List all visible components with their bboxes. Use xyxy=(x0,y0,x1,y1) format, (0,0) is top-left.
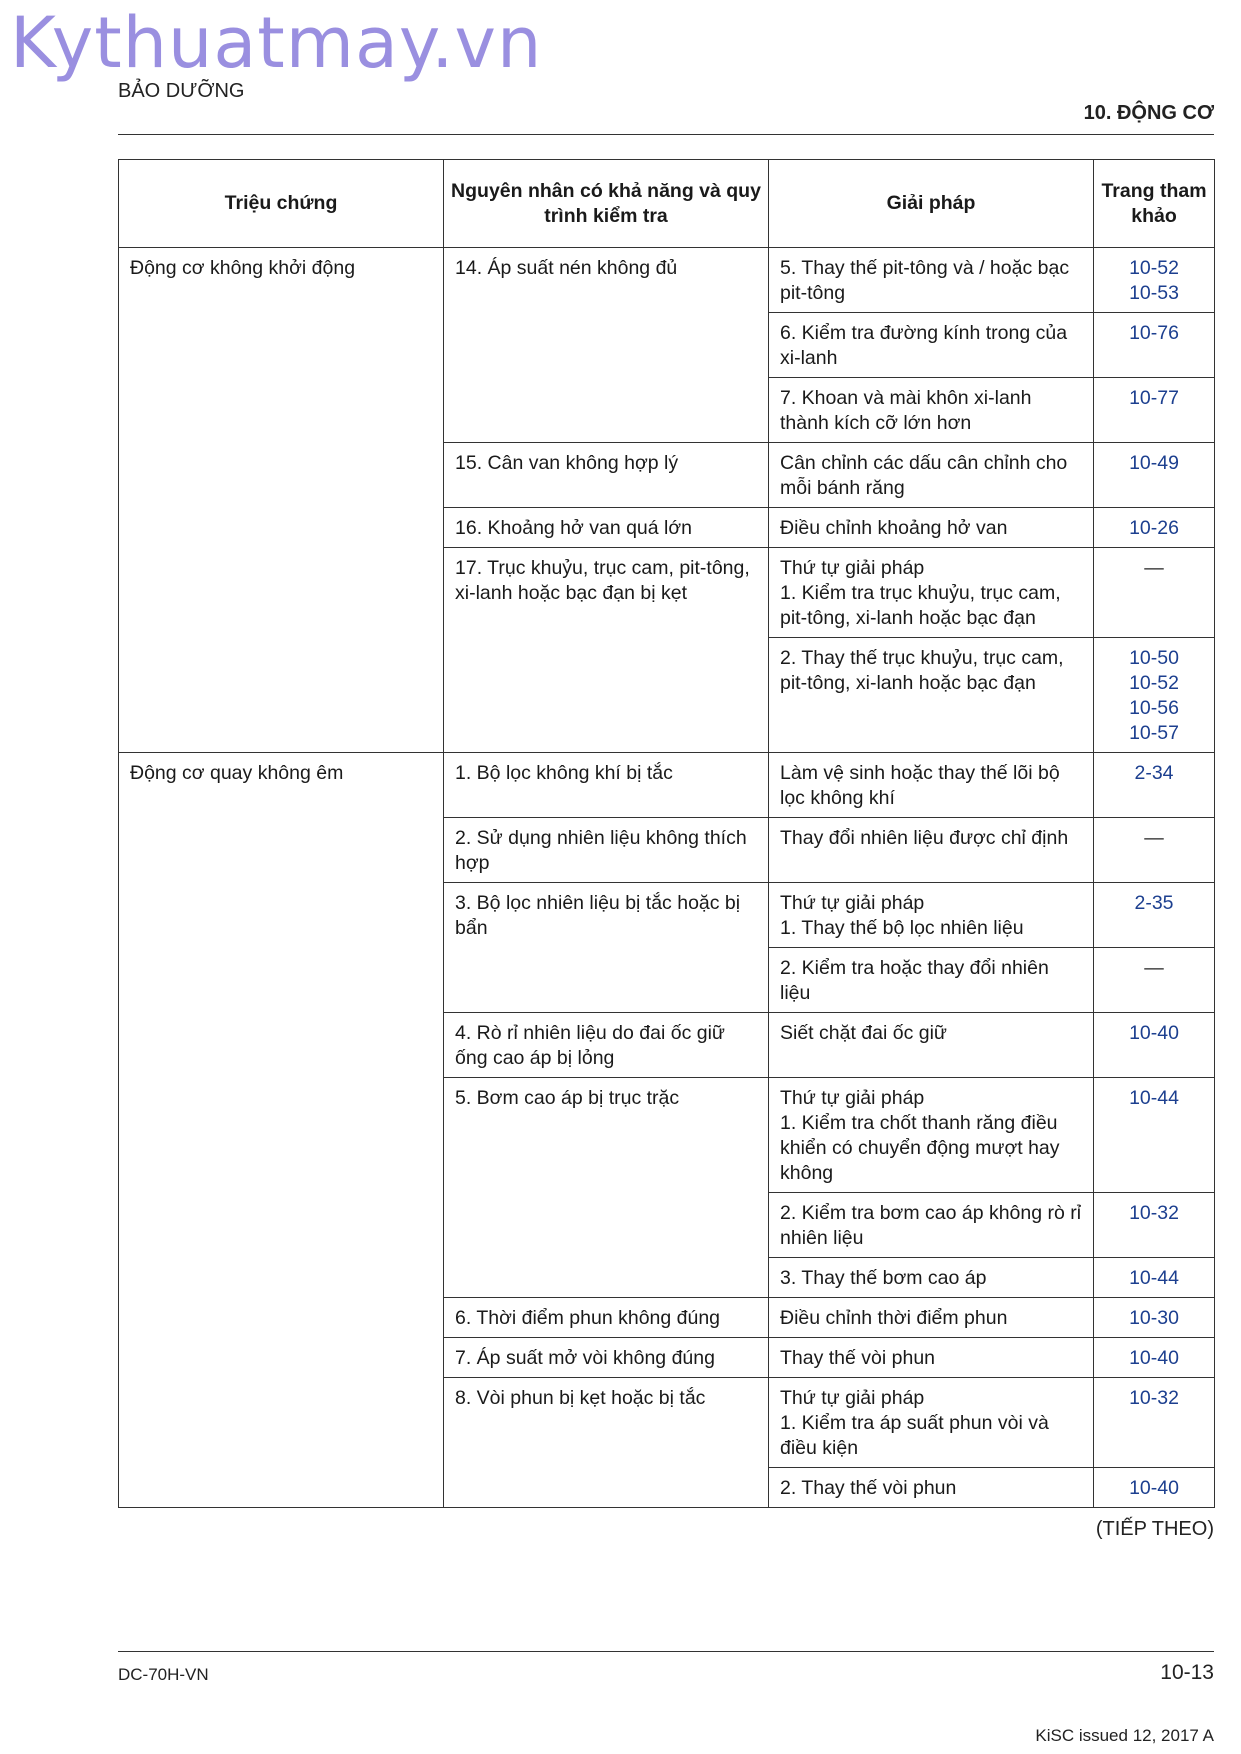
solution-cell: Thay đổi nhiên liệu được chỉ định xyxy=(769,818,1094,883)
ref-cell: 10-32 xyxy=(1094,1193,1215,1258)
table-header-row xyxy=(119,160,1215,248)
table-row xyxy=(119,753,1215,818)
ref-cell: 10-50 10-52 10-56 10-57 xyxy=(1094,638,1215,753)
ref-cell: 10-40 xyxy=(1094,1338,1215,1378)
ref-cell: 2-34 xyxy=(1094,753,1215,818)
table-row xyxy=(119,248,1215,313)
ref-cell: — xyxy=(1094,548,1215,638)
ref-cell: — xyxy=(1094,818,1215,883)
cause-cell: 16. Khoảng hở van quá lớn xyxy=(444,508,769,548)
page-number: 10-13 xyxy=(1160,1661,1214,1684)
cause-cell: 8. Vòi phun bị kẹt hoặc bị tắc xyxy=(444,1378,769,1508)
ref-cell: 10-44 xyxy=(1094,1078,1215,1193)
solution-cell: 2. Thay thế vòi phun xyxy=(769,1468,1094,1508)
solution-cell: 2. Kiểm tra hoặc thay đổi nhiên liệu xyxy=(769,948,1094,1013)
ref-cell: 10-77 xyxy=(1094,378,1215,443)
solution-cell: Điều chỉnh khoảng hở van xyxy=(769,508,1094,548)
cause-cell: 3. Bộ lọc nhiên liệu bị tắc hoặc bị bẩn xyxy=(444,883,769,1013)
ref-cell: 10-49 xyxy=(1094,443,1215,508)
symptom-cell: Động cơ không khởi động xyxy=(119,248,444,753)
solution-cell: 3. Thay thế bơm cao áp xyxy=(769,1258,1094,1298)
cause-cell: 5. Bơm cao áp bị trục trặc xyxy=(444,1078,769,1298)
troubleshooting-table xyxy=(118,159,1215,1508)
ref-cell: — xyxy=(1094,948,1215,1013)
document-code: DC-70H-VN xyxy=(118,1665,209,1684)
cause-cell: 15. Cân van không hợp lý xyxy=(444,443,769,508)
header-ref: Trang tham khảo xyxy=(1094,160,1215,248)
chapter-title: 10. ĐỘNG CƠ xyxy=(1083,102,1214,124)
cause-cell: 14. Áp suất nén không đủ xyxy=(444,248,769,443)
solution-cell: Thứ tự giải pháp 1. Kiểm tra trục khuỷu, trục cam, pit-tông, xi-lanh hoặc bạc đạn xyxy=(769,548,1094,638)
solution-cell: 7. Khoan và mài khôn xi-lanh thành kích cỡ lớn hơn xyxy=(769,378,1094,443)
ref-cell: 2-35 xyxy=(1094,883,1215,948)
cause-cell: 7. Áp suất mở vòi không đúng xyxy=(444,1338,769,1378)
header-solution: Giải pháp xyxy=(769,160,1094,248)
ref-cell: 10-40 xyxy=(1094,1468,1215,1508)
solution-cell: Siết chặt đai ốc giữ xyxy=(769,1013,1094,1078)
header-cause: Nguyên nhân có khả năng và quy trình kiểm tra xyxy=(444,160,769,248)
solution-cell: Thứ tự giải pháp 1. Kiểm tra áp suất phun vòi và điều kiện xyxy=(769,1378,1094,1468)
watermark: Kythuatmay.vn xyxy=(10,2,543,84)
footer-rule xyxy=(118,1651,1214,1652)
symptom-cell: Động cơ quay không êm xyxy=(119,753,444,1508)
solution-cell: 2. Thay thế trục khuỷu, trục cam, pit-tông, xi-lanh hoặc bạc đạn xyxy=(769,638,1094,753)
ref-cell: 10-40 xyxy=(1094,1013,1215,1078)
solution-cell: 6. Kiểm tra đường kính trong của xi-lanh xyxy=(769,313,1094,378)
solution-cell: Điều chỉnh thời điểm phun xyxy=(769,1298,1094,1338)
issued-note: KiSC issued 12, 2017 A xyxy=(1035,1726,1214,1745)
solution-cell: Thứ tự giải pháp 1. Thay thế bộ lọc nhiên liệu xyxy=(769,883,1094,948)
cause-cell: 4. Rò rỉ nhiên liệu do đai ốc giữ ống cao áp bị lỏng xyxy=(444,1013,769,1078)
solution-cell: 2. Kiểm tra bơm cao áp không rò rỉ nhiên liệu xyxy=(769,1193,1094,1258)
ref-cell: 10-26 xyxy=(1094,508,1215,548)
solution-cell: Thứ tự giải pháp 1. Kiểm tra chốt thanh răng điều khiển có chuyển động mượt hay không xyxy=(769,1078,1094,1193)
ref-cell: 10-52 10-53 xyxy=(1094,248,1215,313)
cause-cell: 1. Bộ lọc không khí bị tắc xyxy=(444,753,769,818)
header-symptom: Triệu chứng xyxy=(119,160,444,248)
ref-cell: 10-32 xyxy=(1094,1378,1215,1468)
ref-cell: 10-44 xyxy=(1094,1258,1215,1298)
section-title: BẢO DƯỠNG xyxy=(118,80,245,102)
solution-cell: Làm vệ sinh hoặc thay thế lõi bộ lọc không khí xyxy=(769,753,1094,818)
continued-label: (TIẾP THEO) xyxy=(1095,1518,1214,1540)
solution-cell: Cân chỉnh các dấu cân chỉnh cho mỗi bánh răng xyxy=(769,443,1094,508)
cause-cell: 2. Sử dụng nhiên liệu không thích hợp xyxy=(444,818,769,883)
ref-cell: 10-30 xyxy=(1094,1298,1215,1338)
solution-cell: 5. Thay thế pit-tông và / hoặc bạc pit-tông xyxy=(769,248,1094,313)
cause-cell: 6. Thời điểm phun không đúng xyxy=(444,1298,769,1338)
cause-cell: 17. Trục khuỷu, trục cam, pit-tông, xi-lanh hoặc bạc đạn bị kẹt xyxy=(444,548,769,753)
header-rule xyxy=(118,134,1214,135)
ref-cell: 10-76 xyxy=(1094,313,1215,378)
solution-cell: Thay thế vòi phun xyxy=(769,1338,1094,1378)
